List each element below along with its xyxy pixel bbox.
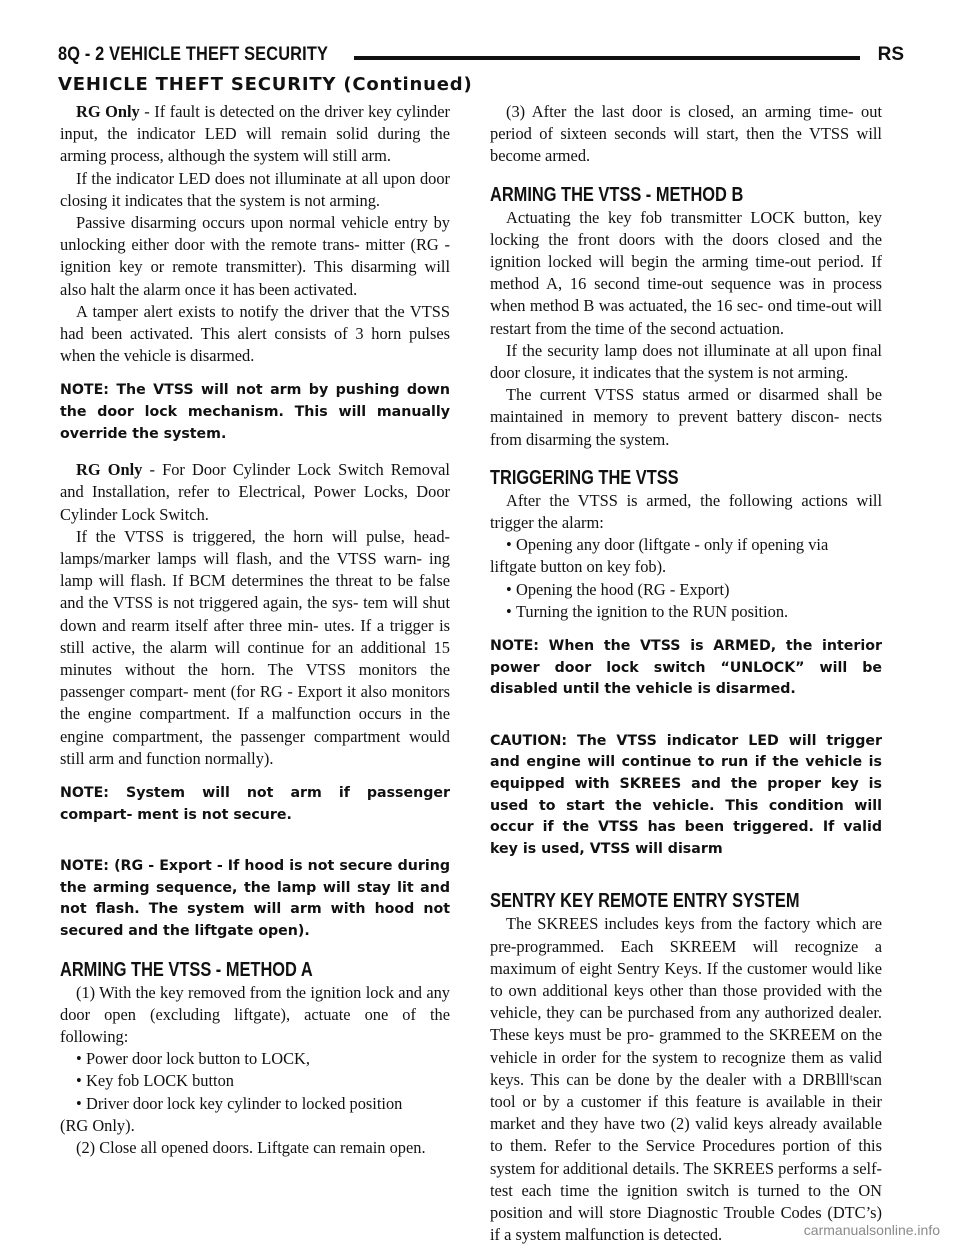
list-item bbox=[60, 1070, 450, 1092]
list-item-text: Opening any door (liftgate - only if opening via bbox=[516, 535, 829, 555]
list-item-text: Power door lock button to LOCK, bbox=[86, 1049, 310, 1069]
heading-triggering: TRIGGERING THE VTSS bbox=[490, 466, 679, 489]
right-column bbox=[490, 101, 882, 1246]
note-door-lock-mechanism: NOTE: The VTSS will not arm by pushing down the door lock mechanism. This will manually override the system. bbox=[60, 382, 450, 442]
heading-sentry-key: SENTRY KEY REMOTE ENTRY SYSTEM bbox=[490, 890, 800, 913]
paragraph-triggered: If the VTSS is triggered, the horn will pulse, head- lamps/marker lamps will flash, and the VTSS warn- ing lamp will flash. If BCM determines the threat to be false and the VTSS is not triggered again, the sys- tem will shut down and rearm itself after three min- utes. If a trigger is still active, the alarm will continue for an additional 15 minutes without the horn. The VTSS monitors the passenger compart- ment (for RG - Export it also monitors the engine compartment. If a malfunction occurs in the engine compartment, the passenger compartment would still arm and function normally). bbox=[60, 526, 450, 768]
header-section-title: 8Q - 2 VEHICLE THEFT SECURITY bbox=[58, 44, 329, 65]
paragraph-method-b-2: If the security lamp does not illuminate at all upon final door closure, it indicates that the system is not arming. bbox=[490, 340, 882, 383]
paragraph-led-not-illuminate: If the indicator LED does not illuminate at all upon door closing it indicates that the system is not arming. bbox=[60, 168, 450, 210]
method-a-step-1: (1) With the key removed from the ignition lock and any door open (excluding liftgate), actuate one of the following: bbox=[60, 982, 450, 1047]
bullet-icon: • bbox=[76, 1071, 82, 1091]
note-rg-export-hood: NOTE: (RG - Export - If hood is not secure during the arming sequence, the lamp will stay lit and not flash. The system will arm with hood not secured and the liftgate open). bbox=[60, 858, 450, 940]
list-item-text: Key fob LOCK button bbox=[86, 1071, 234, 1091]
list-item-continuation: (RG Only). bbox=[60, 1115, 135, 1135]
bullet-icon: • bbox=[506, 601, 512, 621]
paragraph-rg-only-fault bbox=[60, 101, 450, 168]
paragraph-sentry-key: The SKREES includes keys from the factory which are pre-programmed. Each SKREEM will recognize a maximum of eight Sentry Keys. If the customer would like to own additional keys other than those provided with the vehicle, they can be purchased from any authorized dealer. These keys must be pro- grammed to the SKREEM on the vehicle in order for the system to recognize them as valid keys. This can be done by the dealer with a DRBlllᵗscan tool or by a customer if this feature is available in their market and they have two (2) valid keys already available to them. Refer to the Service Procedures portion of this system for additional details. The SKREES performs a self-test each time the ignition switch is turned to the ON position and will store Diagnostic Trouble Codes (DTC’s) if a system malfunction is detected. bbox=[490, 914, 882, 1245]
list-item bbox=[60, 1093, 450, 1115]
header-rule bbox=[354, 56, 860, 60]
bullet-icon: • bbox=[506, 579, 512, 599]
paragraph-text: - For Door Cylinder Lock Switch Removal and Installation, refer to Electrical, Power Locks, Door Cylinder Lock Switch. bbox=[60, 460, 450, 524]
paragraph-method-b-1: Actuating the key fob transmitter LOCK button, key locking the front doors with the doors closed and the ignition locked will begin the arming time-out period. If method A, 16 second time-out sequence was in process when method B was actuated, the 16 sec- ond time-out will restart from the time of the second actuation. bbox=[490, 207, 882, 338]
rg-only-label: RG Only bbox=[76, 102, 140, 121]
list-item bbox=[60, 1048, 450, 1070]
header-model-code: RS bbox=[877, 44, 904, 65]
list-item-continuation: liftgate button on key fob). bbox=[490, 557, 667, 577]
paragraph-tamper-alert: A tamper alert exists to notify the driver that the VTSS had been activated. This alert consists of 3 horn pulses when the vehicle is disarmed. bbox=[60, 301, 450, 366]
method-a-step-2: (2) Close all opened doors. Liftgate can remain open. bbox=[76, 1138, 426, 1158]
watermark: carmanualsonline.info bbox=[803, 1222, 940, 1238]
paragraph-triggering: After the VTSS is armed, the following actions will trigger the alarm: bbox=[490, 490, 882, 533]
list-item-text: Driver door lock key cylinder to locked position bbox=[86, 1093, 403, 1113]
method-a-step-3: (3) After the last door is closed, an arming time- out period of sixteen seconds will start, then the VTSS will become armed. bbox=[490, 102, 882, 166]
rg-only-label: RG Only bbox=[76, 460, 143, 480]
paragraph-text: - If fault is detected on the driver key cylinder input, the indicator LED will remain solid during the arming process, although the system will still arm. bbox=[60, 102, 450, 166]
paragraph-method-b-3: The current VTSS status armed or disarmed shall be maintained in memory to prevent battery discon- nects from disarming the system. bbox=[490, 385, 882, 449]
page-header bbox=[58, 44, 904, 74]
bullet-icon: • bbox=[76, 1093, 82, 1113]
heading-method-b: ARMING THE VTSS - METHOD B bbox=[490, 183, 744, 206]
bullet-icon: • bbox=[506, 535, 512, 555]
caution-skrees: CAUTION: The VTSS indicator LED will trigger and engine will continue to run if the vehicle is equipped with SKREES and the proper key is used to start the vehicle. This condition will occur if the VTSS has been triggered. If valid key is used, VTSS will disarm bbox=[490, 732, 882, 857]
heading-method-a: ARMING THE VTSS - METHOD A bbox=[60, 958, 313, 981]
continued-title: VEHICLE THEFT SECURITY (Continued) bbox=[58, 74, 473, 95]
left-column bbox=[60, 101, 450, 1159]
list-item bbox=[490, 534, 882, 556]
list-item-text: Turning the ignition to the RUN position. bbox=[516, 601, 789, 621]
note-unlock-disabled: NOTE: When the VTSS is ARMED, the interior power door lock switch “UNLOCK” will be disabled until the vehicle is disarmed. bbox=[490, 638, 882, 698]
paragraph-rg-only-cylinder bbox=[60, 459, 450, 526]
bullet-icon: • bbox=[76, 1049, 82, 1069]
list-item bbox=[490, 579, 882, 601]
paragraph-passive-disarming: Passive disarming occurs upon normal vehicle entry by unlocking either door with the remote trans- mitter (RG - ignition key or remote transmitter). This disarming will also halt the alarm once it has been activated. bbox=[60, 213, 450, 299]
list-item bbox=[490, 601, 882, 623]
list-item-text: Opening the hood (RG - Export) bbox=[516, 579, 730, 599]
note-passenger-compartment: NOTE: System will not arm if passenger compart- ment is not secure. bbox=[60, 785, 450, 823]
